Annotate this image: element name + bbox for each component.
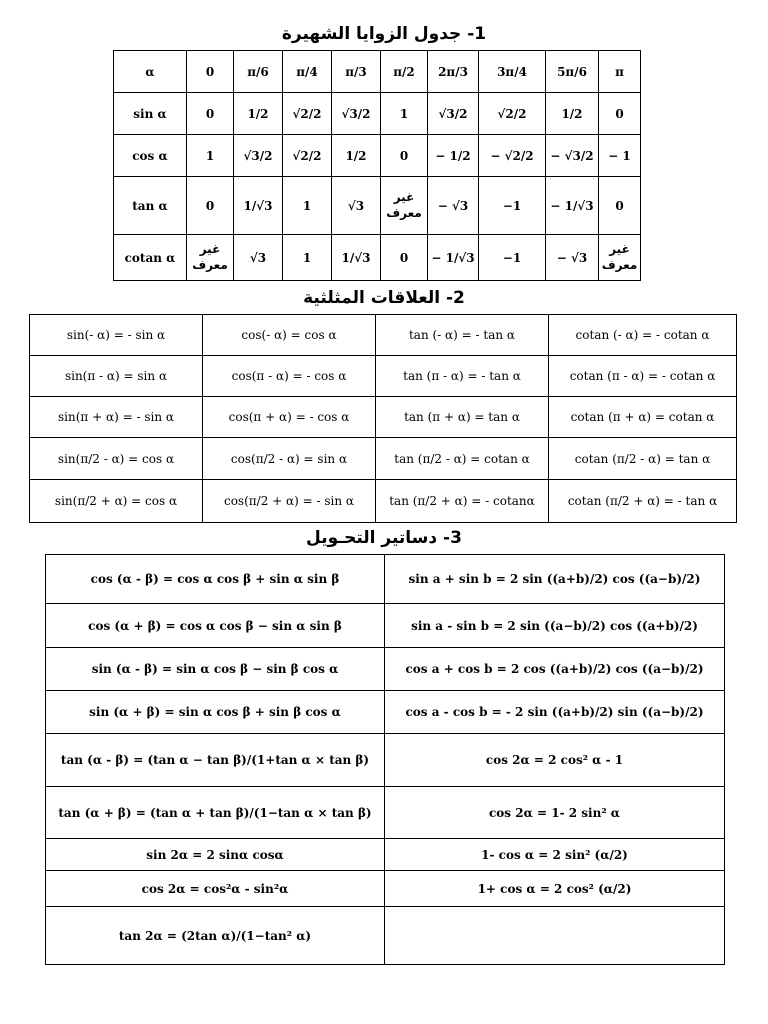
t2-cell: cotan (- α) = - cotan α [549, 315, 737, 356]
t2-row [30, 315, 737, 356]
t1-cell: 1 [283, 177, 332, 235]
t1-cell: 1 [283, 235, 332, 281]
t1-cell: − √3/2 [546, 135, 599, 177]
t3-cell: sin (α - β) = sin α cos β − sin β cos α [46, 648, 385, 691]
t1-cell: √2/2 [283, 135, 332, 177]
t1-row-label: cotan α [114, 235, 187, 281]
t1-cell: 0 [381, 135, 428, 177]
t1-header-cell: 5π/6 [546, 51, 599, 93]
t3-cell: cos (α + β) = cos α cos β − sin α sin β [46, 604, 385, 648]
t3-row [46, 787, 725, 839]
t3-cell [385, 907, 725, 965]
t3-row [46, 691, 725, 734]
t3-cell: sin (α + β) = sin α cos β + sin β cos α [46, 691, 385, 734]
t1-cell: 1/√3 [332, 235, 381, 281]
t3-cell: sin a - sin b = 2 sin ((a−b)/2) cos ((a+b)/2) [385, 604, 725, 648]
section3-title: 3- دساتير التحـويل [306, 528, 462, 548]
t2-cell: sin(π - α) = sin α [30, 356, 203, 397]
t3-row [46, 555, 725, 604]
t1-cell-undefined: غير معرف [381, 177, 428, 235]
t1-cell: − √3 [428, 177, 479, 235]
famous-angles-table [113, 50, 641, 281]
t3-cell: cos 2α = 1- 2 sin² α [385, 787, 725, 839]
t1-row-cotan [114, 235, 641, 281]
t3-cell: cos (α - β) = cos α cos β + sin α sin β [46, 555, 385, 604]
t2-cell: sin(π + α) = - sin α [30, 397, 203, 438]
t3-cell: cos 2α = cos²α - sin²α [46, 871, 385, 907]
t1-cell: 0 [599, 93, 641, 135]
section1-title: 1- جدول الزوايا الشهيرة [281, 24, 487, 44]
section2-title: 2- العلاقات المثلثية [303, 288, 465, 308]
t3-cell: tan (α - β) = (tan α − tan β)/(1+tan α × tan β) [46, 734, 385, 787]
t1-cell: √2/2 [283, 93, 332, 135]
t1-row-label: sin α [114, 93, 187, 135]
t1-cell: √3/2 [332, 93, 381, 135]
t2-cell: cos(π + α) = - cos α [203, 397, 376, 438]
t3-row [46, 604, 725, 648]
t1-header-cell: 2π/3 [428, 51, 479, 93]
t1-cell: − 1/√3 [428, 235, 479, 281]
t1-cell: 0 [187, 93, 234, 135]
t1-header-cell: π/6 [234, 51, 283, 93]
t1-header-cell: π/2 [381, 51, 428, 93]
t1-header-cell: 3π/4 [479, 51, 546, 93]
transformation-formulas-table [45, 554, 725, 965]
t1-cell: − 1/√3 [546, 177, 599, 235]
t1-cell: − √2/2 [479, 135, 546, 177]
t1-cell: 1/2 [332, 135, 381, 177]
t1-cell: 1 [381, 93, 428, 135]
t1-cell-undefined: غير معرف [187, 235, 234, 281]
t1-cell-undefined: غير معرف [599, 235, 641, 281]
t2-cell: sin(π/2 + α) = cos α [30, 480, 203, 523]
t1-cell: 0 [599, 177, 641, 235]
t2-row [30, 356, 737, 397]
t3-row [46, 871, 725, 907]
t2-cell: cos(π - α) = - cos α [203, 356, 376, 397]
t3-cell: sin 2α = 2 sinα cosα [46, 839, 385, 871]
t1-cell: √3/2 [428, 93, 479, 135]
t2-row [30, 397, 737, 438]
t1-header-cell: α [114, 51, 187, 93]
t1-cell: − 1 [599, 135, 641, 177]
t1-cell: √2/2 [479, 93, 546, 135]
t2-cell: tan (π - α) = - tan α [376, 356, 549, 397]
t2-cell: tan (- α) = - tan α [376, 315, 549, 356]
t1-cell: 1/2 [234, 93, 283, 135]
t1-cell: 1 [187, 135, 234, 177]
t1-cell: √3 [234, 235, 283, 281]
t2-cell: cotan (π + α) = cotan α [549, 397, 737, 438]
t1-cell: 1/√3 [234, 177, 283, 235]
t3-cell: sin a + sin b = 2 sin ((a+b)/2) cos ((a−b)/2) [385, 555, 725, 604]
t1-cell: − 1/2 [428, 135, 479, 177]
t2-cell: cotan (π/2 - α) = tan α [549, 438, 737, 480]
t1-row-sin [114, 93, 641, 135]
t2-cell: cos(π/2 + α) = - sin α [203, 480, 376, 523]
t3-cell: cos 2α = 2 cos² α - 1 [385, 734, 725, 787]
t2-cell: cotan (π/2 + α) = - tan α [549, 480, 737, 523]
trig-relations-table [29, 314, 737, 523]
t1-cell: √3 [332, 177, 381, 235]
t2-cell: sin(π/2 - α) = cos α [30, 438, 203, 480]
t1-header-cell: π/3 [332, 51, 381, 93]
t3-row [46, 734, 725, 787]
t2-row [30, 480, 737, 523]
t2-cell: tan (π/2 + α) = - cotanα [376, 480, 549, 523]
t1-cell: 1/2 [546, 93, 599, 135]
t3-row [46, 907, 725, 965]
t1-cell: √3/2 [234, 135, 283, 177]
t2-cell: cos(π/2 - α) = sin α [203, 438, 376, 480]
t1-cell: −1 [479, 177, 546, 235]
t2-cell: tan (π/2 - α) = cotan α [376, 438, 549, 480]
t1-row-label: cos α [114, 135, 187, 177]
t1-cell: − √3 [546, 235, 599, 281]
t1-row-cos [114, 135, 641, 177]
t1-header-cell: π [599, 51, 641, 93]
t1-row-tan [114, 177, 641, 235]
t1-row-label: tan α [114, 177, 187, 235]
t2-cell: tan (π + α) = tan α [376, 397, 549, 438]
t3-row [46, 839, 725, 871]
t2-row [30, 438, 737, 480]
t3-cell: 1+ cos α = 2 cos² (α/2) [385, 871, 725, 907]
t3-cell: tan 2α = (2tan α)/(1−tan² α) [46, 907, 385, 965]
t3-cell: tan (α + β) = (tan α + tan β)/(1−tan α × tan β) [46, 787, 385, 839]
t2-cell: sin(- α) = - sin α [30, 315, 203, 356]
t1-header-row [114, 51, 641, 93]
t3-cell: cos a + cos b = 2 cos ((a+b)/2) cos ((a−b)/2) [385, 648, 725, 691]
t1-header-cell: π/4 [283, 51, 332, 93]
t1-header-cell: 0 [187, 51, 234, 93]
t3-cell: cos a - cos b = - 2 sin ((a+b)/2) sin ((a−b)/2) [385, 691, 725, 734]
t1-cell: −1 [479, 235, 546, 281]
t1-cell: 0 [187, 177, 234, 235]
t3-row [46, 648, 725, 691]
t1-cell: 0 [381, 235, 428, 281]
t2-cell: cotan (π - α) = - cotan α [549, 356, 737, 397]
t3-cell: 1- cos α = 2 sin² (α/2) [385, 839, 725, 871]
t2-cell: cos(- α) = cos α [203, 315, 376, 356]
